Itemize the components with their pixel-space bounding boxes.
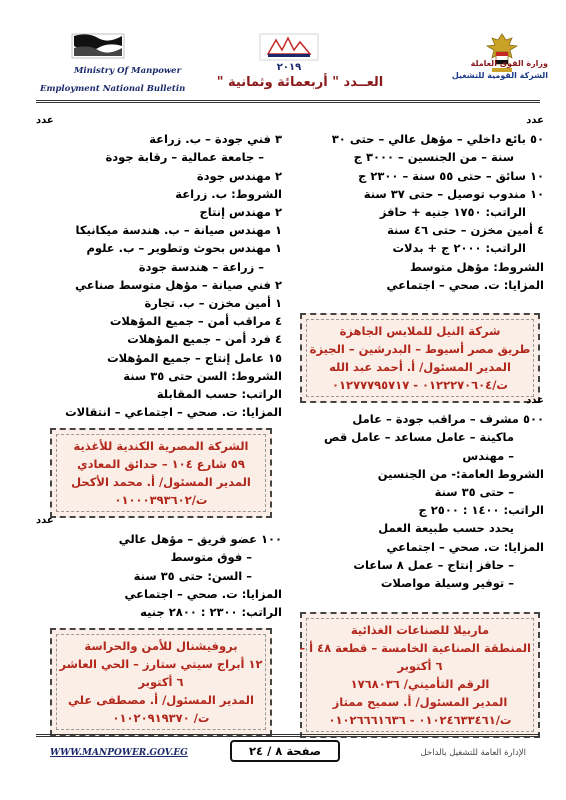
- conditions-line: – السن: حتى ٣٥ سنة: [133, 568, 252, 583]
- company-box-egyptian-canadian: [50, 428, 272, 518]
- benefits-line: المزايا: ت. صحي – اجتماعي: [386, 277, 544, 292]
- ministry-name-en: Ministry Of Manpower: [74, 66, 182, 76]
- job-line: سنة – من الجنسين – ٣٠٠٠ ج: [353, 150, 514, 165]
- job-line: ١ مهندس بحوث وتطوير – ب. علوم: [86, 241, 282, 256]
- company-box-nile: [300, 313, 540, 403]
- right-column: [294, 112, 544, 294]
- page-number: صفحة ٨ / ٢٤: [230, 740, 340, 762]
- company-box-professional: [50, 628, 272, 736]
- bulletin-name-en: Employment National Bulletin: [40, 84, 186, 94]
- job-line: ٥٠٠ مشرف – مراقب جودة – عامل: [352, 412, 544, 427]
- company-manager: المدير المسئول/ أ. سميح ممتاز: [332, 695, 508, 709]
- left-column: [36, 112, 282, 421]
- benefits-line: المزايا: ت. صحي – اجتماعي – انتقالات: [65, 405, 282, 420]
- company-address: ٥٩ شارع ١٠٤ – حدائق المعادي: [77, 457, 245, 471]
- job-line: ٢ مهندس جودة: [196, 168, 282, 183]
- job-line: ١٠ مندوب توصيل – حتى ٣٧ سنة: [363, 186, 544, 201]
- benefits-line: – حافز إنتاج – عمل ٨ ساعات: [353, 557, 514, 572]
- job-line: – مهندس: [462, 448, 514, 463]
- header-divider: [36, 100, 540, 103]
- count-label: عدد: [36, 115, 54, 126]
- job-line: ١ مهندس صيانة – ب. هندسة ميكانيكا: [75, 223, 282, 238]
- job-line: ٣ فني جودة – ب. زراعة: [149, 132, 282, 147]
- company-name: شركة النيل للملابس الجاهزة: [339, 324, 501, 338]
- count-label: عدد: [36, 515, 54, 526]
- benefits-line: المزايا: ت. صحي – اجتماعي: [124, 586, 282, 601]
- company-address: طريق مصر أسيوط – البدرشين – الجيزة: [309, 342, 531, 356]
- company-manager: المدير المسئول/ أ. أحمد عبد الله: [329, 360, 511, 374]
- conditions-line: الشروط: السن حتى ٣٥ سنة: [123, 368, 282, 383]
- job-line: ١٠ سائق – حتى ٥٥ سنة – ٢٣٠٠ ج: [358, 168, 544, 183]
- ministry-name-ar: وزارة القوى العاملة: [470, 59, 548, 68]
- bulletin-center-logo-icon: [258, 32, 320, 62]
- job-line: ٥٠ بائع داخلي – مؤهل عالي – حتى ٣٠: [331, 132, 544, 147]
- company-address: المنطقة الصناعية الخامسة – قطعة ٤٨ أ –: [299, 641, 531, 655]
- job-line: ٤ مراقب أمن – جميع المؤهلات: [109, 314, 282, 329]
- company-city: ٦ أكتوبر: [397, 659, 443, 673]
- job-line: ١٠٠ عضو فريق – مؤهل عالي: [118, 532, 282, 547]
- company-phone: ت/٠١٢٢٢٧٠٦٠٤ - ٠١٢٧٧٧٩٥٧١٧: [332, 378, 508, 392]
- company-manager: المدير المسئول/ أ. مصطفى علي: [68, 693, 254, 707]
- footer-divider: [36, 734, 540, 737]
- count-label: عدد: [526, 395, 544, 406]
- company-insurance: الرقم التأميني/ ١٧٦٨٠٣٦: [350, 677, 490, 691]
- conditions-line: الشروط العامة:- من الجنسين: [377, 466, 544, 481]
- job-line: ١٥ عامل إنتاج – جميع المؤهلات: [107, 350, 282, 365]
- salary-line: الراتب: حسب المقابلة: [156, 387, 282, 402]
- salary-line: الراتب: ٢٣٠٠ : ٢٨٠٠ جنيه: [140, 605, 282, 620]
- job-line: ٢ مهندس إنتاج: [199, 205, 282, 220]
- job-line: – جامعة عمالية – رقابة جودة: [105, 150, 264, 165]
- company-phone: ت/ ٠١٠٢٠٩١٩٣٧٠: [112, 711, 210, 725]
- salary-line: يحدد حسب طبيعة العمل: [378, 521, 514, 536]
- left-column-block2: [36, 512, 282, 621]
- issue-number: العــدد " أربعمائة وثمانية ": [216, 75, 384, 90]
- right-column-block2: [294, 392, 544, 592]
- benefits-line: المزايا: ت. صحي – اجتماعي: [386, 539, 544, 554]
- job-line: ماكينة – عامل مساعد – عامل قص: [324, 430, 514, 445]
- conditions-line: – حتى ٣٥ سنة: [434, 485, 514, 500]
- company-phone: ت/٠١٠٠٠٣٩٣٦٠٢: [114, 493, 208, 507]
- count-label: عدد: [526, 115, 544, 126]
- website-link[interactable]: WWW.MANPOWER.GOV.EG: [50, 748, 188, 758]
- company-city: ٦ أكتوبر: [138, 675, 184, 689]
- company-name: بروفيشنال للأمن والحراسة: [84, 639, 238, 653]
- salary-line: الراتب: ١٤٠٠ : ٢٥٠٠ ج: [418, 503, 544, 518]
- header-arabic-ministry: [438, 58, 548, 82]
- company-manager: المدير المسئول/ أ. محمد الأكحل: [71, 475, 251, 489]
- job-line: ٤ فرد أمن – جميع المؤهلات: [127, 332, 282, 347]
- job-line: ١ أمين مخزن – ب. تجارة: [144, 296, 282, 311]
- job-line: ٤ أمين مخزن – حتى ٤٦ سنة: [387, 223, 544, 238]
- company-name: ماربيلا للصناعات الغذائية: [350, 623, 490, 637]
- conditions-line: الشروط: ب. زراعة: [175, 186, 282, 201]
- conditions-line: الشروط: مؤهل متوسط: [409, 259, 544, 274]
- network-name-ar: الشركة القومية للتشغيل: [451, 71, 548, 80]
- salary-line: الراتب: ١٧٥٠ جنيه + حافز: [379, 205, 526, 220]
- company-name: الشركة المصرية الكندية للأغذية: [73, 439, 249, 453]
- company-address: ١٢ أبراج سيتي ستارز – الحي العاشر: [59, 657, 263, 671]
- company-phone: ت/٠١٠٢٤٦٣٣٤٦١ - ٠١٠٢٦٦٦١٦٣٦: [328, 713, 512, 727]
- flag-logo-icon: [68, 28, 128, 62]
- job-line: – فوق متوسط: [170, 550, 252, 565]
- job-line: – زراعة – هندسة جودة: [138, 259, 264, 274]
- bulletin-year: ٢٠١٩: [276, 62, 302, 73]
- footer-department: الإدارة العامة للتشغيل بالداخل: [420, 748, 526, 758]
- company-box-marbella: [300, 612, 540, 738]
- job-line: ٢ فني صيانة – مؤهل متوسط صناعي: [75, 277, 282, 292]
- benefits-line: – توفير وسيلة مواصلات: [380, 576, 514, 591]
- salary-line: الراتب: ٢٠٠٠ ج + بدلات: [392, 241, 526, 256]
